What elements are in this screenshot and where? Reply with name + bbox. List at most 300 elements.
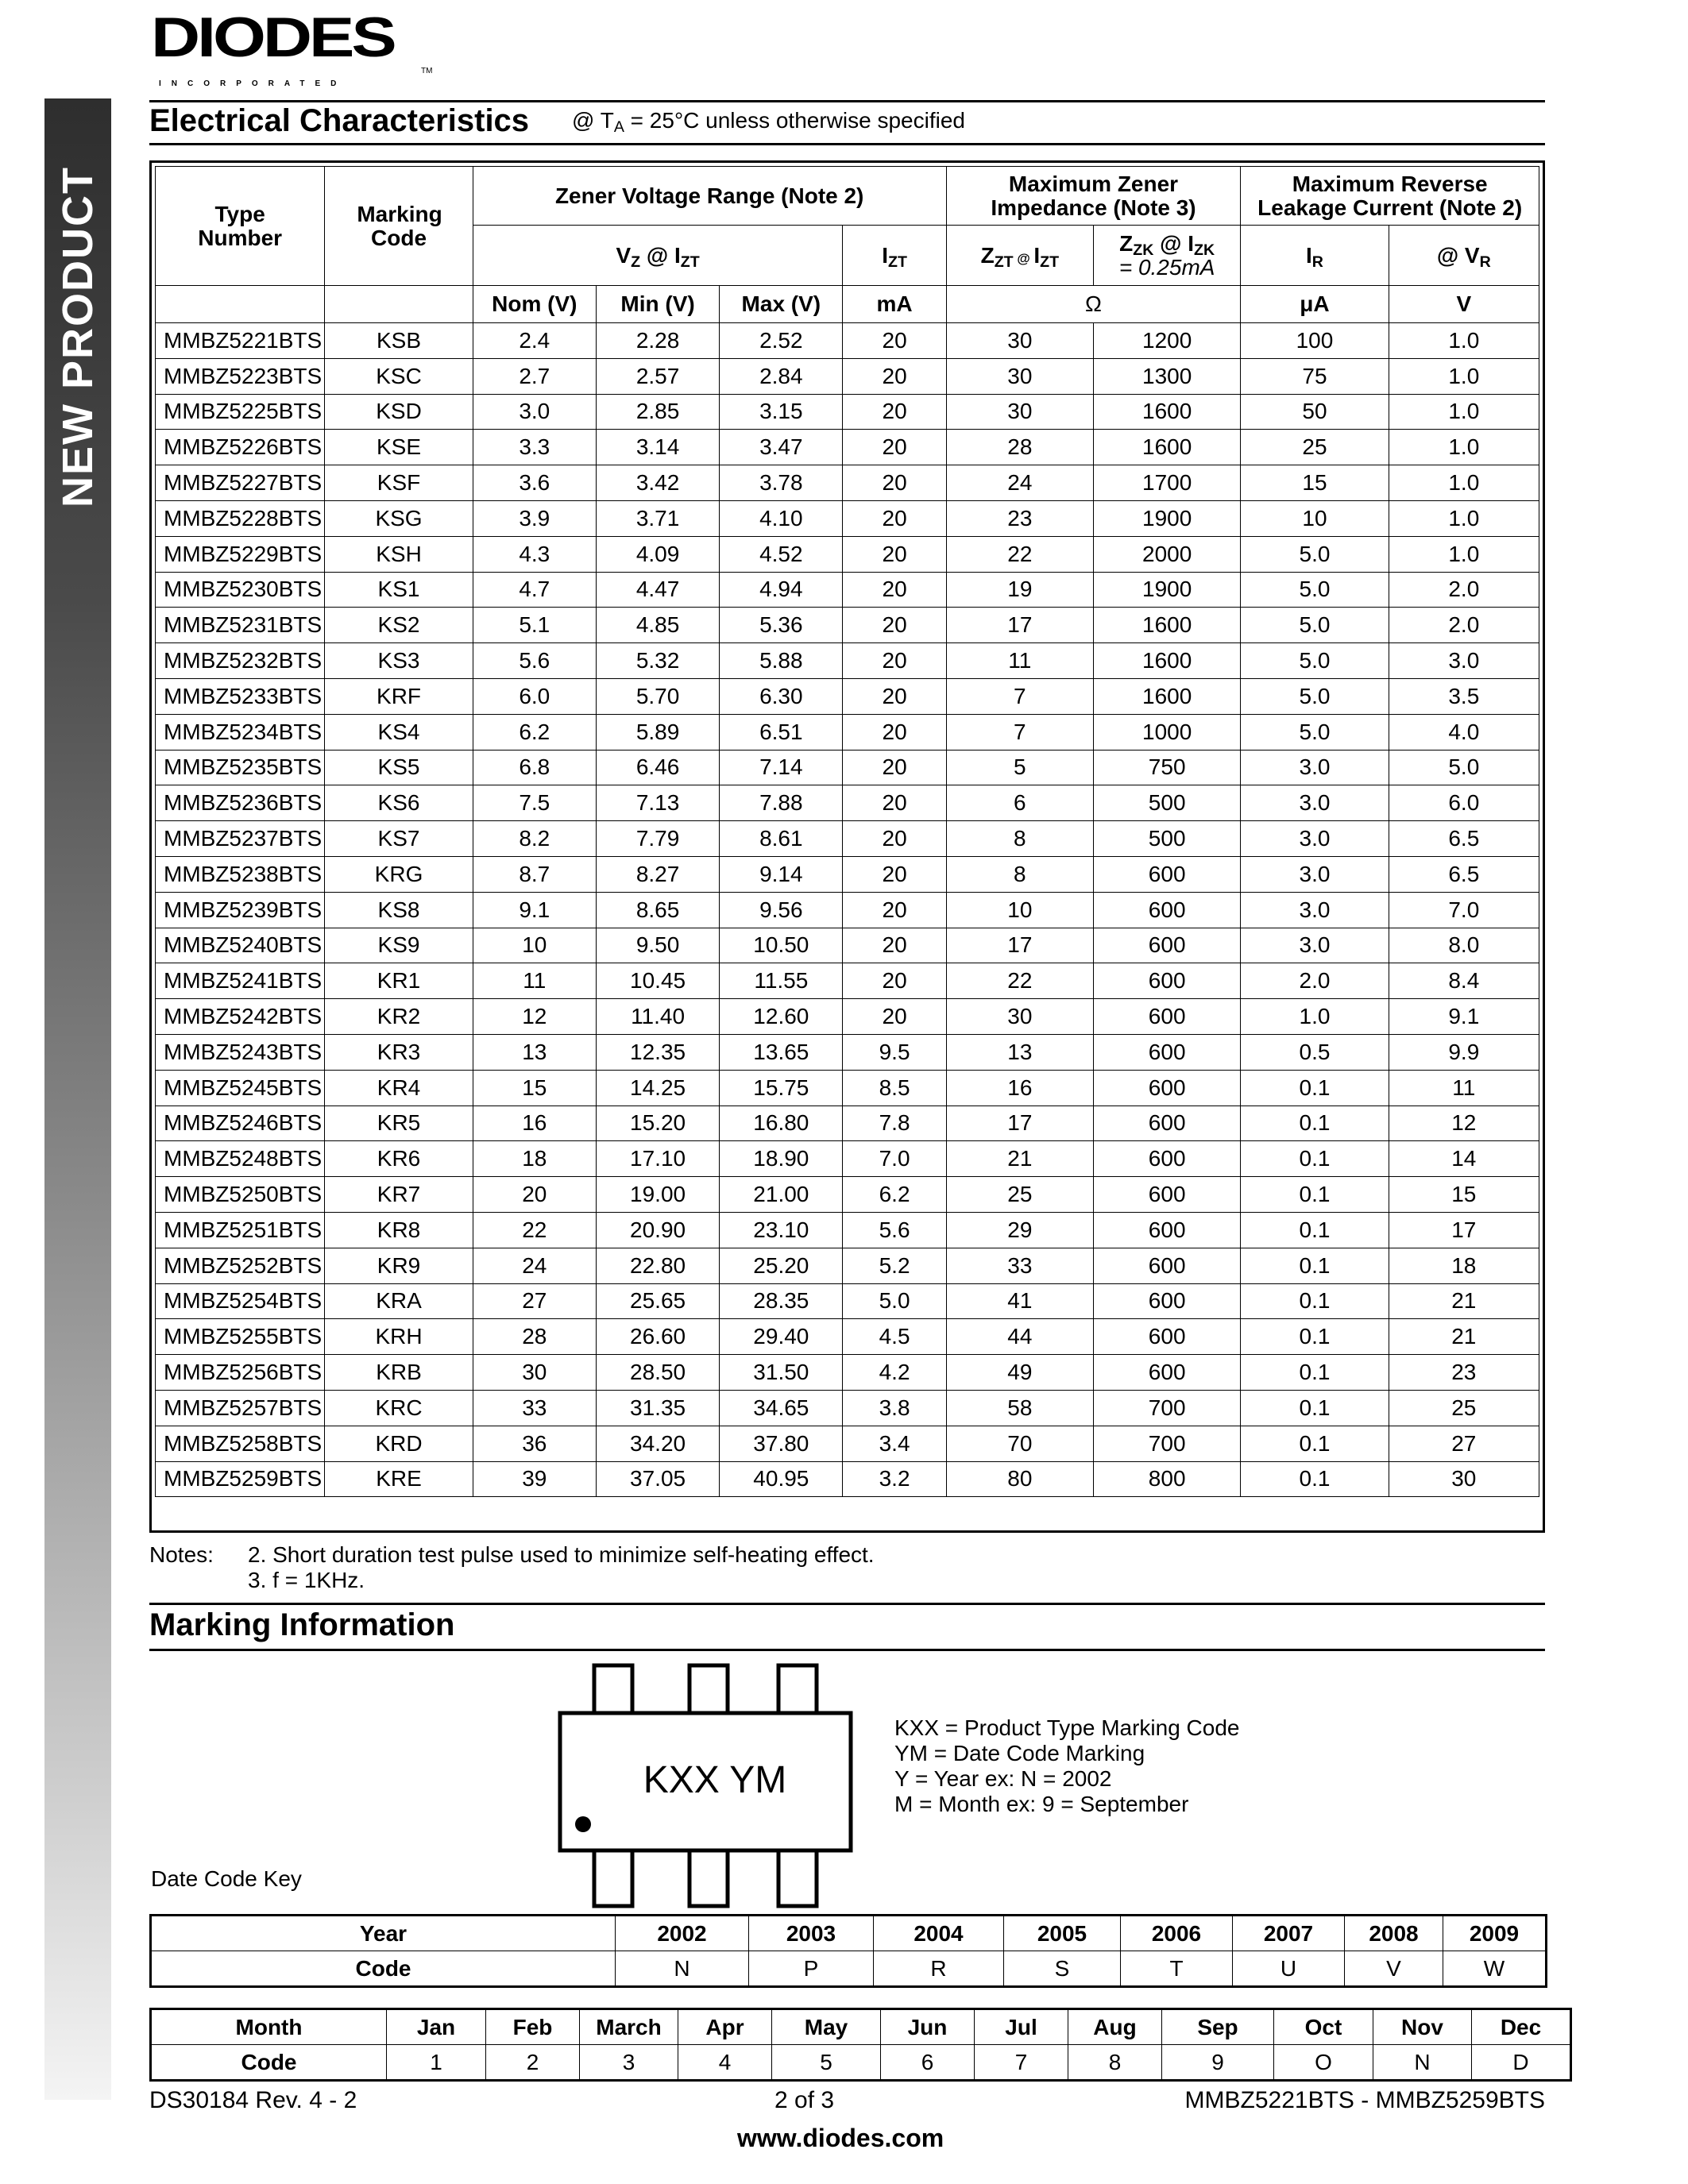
year-cell: 2006 <box>1121 1916 1233 1951</box>
cell-type-number: MMBZ5245BTS <box>156 1070 325 1106</box>
cell-vz-nom: 39 <box>473 1461 596 1497</box>
cell-vr: 14 <box>1389 1141 1539 1177</box>
cell-vz-min: 15.20 <box>596 1106 719 1141</box>
cell-vz-min: 4.09 <box>596 536 719 572</box>
year-cell: 2009 <box>1443 1916 1547 1951</box>
cell-vz-max: 6.51 <box>720 714 843 750</box>
cell-marking-code: KS4 <box>325 714 473 750</box>
electrical-rule <box>149 143 1545 145</box>
cell-zzk: 600 <box>1094 1212 1241 1248</box>
table-row <box>156 1034 1539 1070</box>
cell-izt: 20 <box>843 963 946 999</box>
cell-ir: 0.1 <box>1241 1248 1389 1283</box>
cell-vz-nom: 36 <box>473 1426 596 1461</box>
cell-vz-min: 3.42 <box>596 465 719 501</box>
table-row <box>156 785 1539 821</box>
cell-izt: 20 <box>843 608 946 643</box>
cell-zzt: 17 <box>946 928 1093 963</box>
cell-vz-min: 12.35 <box>596 1034 719 1070</box>
cell-vz-min: 4.85 <box>596 608 719 643</box>
cell-marking-code: KS5 <box>325 750 473 785</box>
cell-vr: 21 <box>1389 1283 1539 1319</box>
notes-label: Notes: <box>149 1542 214 1567</box>
cell-zzk: 1300 <box>1094 358 1241 394</box>
table-row <box>156 465 1539 501</box>
cell-zzk: 1600 <box>1094 608 1241 643</box>
cell-ir: 10 <box>1241 500 1389 536</box>
cell-vz-max: 25.20 <box>720 1248 843 1283</box>
year-code-cell: T <box>1121 1951 1233 1987</box>
cell-zzk: 600 <box>1094 1106 1241 1141</box>
cell-marking-code: KS6 <box>325 785 473 821</box>
electrical-table-body <box>156 323 1539 1497</box>
month-code-cell: 4 <box>678 2045 772 2081</box>
month-cell: Jun <box>881 2009 975 2045</box>
header-zener-range: Zener Voltage Range (Note 2) <box>473 167 946 226</box>
table-row <box>156 714 1539 750</box>
year-cell: 2002 <box>616 1916 749 1951</box>
cell-vr: 1.0 <box>1389 323 1539 359</box>
year-code-cell: S <box>1004 1951 1121 1987</box>
cell-vz-nom: 10 <box>473 928 596 963</box>
cell-marking-code: KRB <box>325 1355 473 1391</box>
cell-zzt: 33 <box>946 1248 1093 1283</box>
footer-doc-number: DS30184 Rev. 4 - 2 <box>149 2087 357 2113</box>
cell-izt: 4.2 <box>843 1355 946 1391</box>
cell-ir: 25 <box>1241 430 1389 465</box>
cell-vz-nom: 30 <box>473 1355 596 1391</box>
cell-vz-nom: 8.2 <box>473 821 596 857</box>
cell-zzk: 600 <box>1094 999 1241 1035</box>
cell-vz-max: 12.60 <box>720 999 843 1035</box>
cell-ir: 5.0 <box>1241 714 1389 750</box>
month-code-cell: N <box>1373 2045 1472 2081</box>
top-rule <box>149 100 1545 102</box>
cell-vz-min: 2.28 <box>596 323 719 359</box>
cell-vz-max: 3.78 <box>720 465 843 501</box>
side-band-label: NEW PRODUCT <box>54 166 102 507</box>
cell-ir: 0.5 <box>1241 1034 1389 1070</box>
cell-zzt: 70 <box>946 1426 1093 1461</box>
cell-zzt: 10 <box>946 892 1093 928</box>
cell-vz-nom: 3.9 <box>473 500 596 536</box>
cell-vz-max: 23.10 <box>720 1212 843 1248</box>
cell-vr: 7.0 <box>1389 892 1539 928</box>
cell-izt: 20 <box>843 856 946 892</box>
cell-izt: 20 <box>843 358 946 394</box>
cell-type-number: MMBZ5256BTS <box>156 1355 325 1391</box>
cell-marking-code: KRG <box>325 856 473 892</box>
cell-zzk: 1600 <box>1094 394 1241 430</box>
cell-marking-code: KR2 <box>325 999 473 1035</box>
year-code-cell: V <box>1345 1951 1443 1987</box>
table-row <box>156 1283 1539 1319</box>
cell-vz-nom: 18 <box>473 1141 596 1177</box>
year-code-label: Code <box>151 1951 616 1987</box>
cell-vr: 2.0 <box>1389 572 1539 608</box>
cell-marking-code: KRH <box>325 1319 473 1355</box>
cell-vz-nom: 7.5 <box>473 785 596 821</box>
cell-marking-code: KSF <box>325 465 473 501</box>
table-row <box>156 1106 1539 1141</box>
cell-marking-code: KS2 <box>325 608 473 643</box>
cell-ir: 0.1 <box>1241 1355 1389 1391</box>
cell-vz-min: 8.65 <box>596 892 719 928</box>
table-row <box>156 1177 1539 1213</box>
cell-izt: 8.5 <box>843 1070 946 1106</box>
cell-izt: 20 <box>843 892 946 928</box>
cell-ir: 50 <box>1241 394 1389 430</box>
cell-vz-min: 20.90 <box>596 1212 719 1248</box>
company-logo <box>151 6 437 89</box>
cell-ir: 3.0 <box>1241 928 1389 963</box>
header-type-number: Type Number <box>156 167 325 286</box>
cell-zzt: 16 <box>946 1070 1093 1106</box>
cell-marking-code: KR9 <box>325 1248 473 1283</box>
cell-izt: 3.4 <box>843 1426 946 1461</box>
cell-marking-code: KR7 <box>325 1177 473 1213</box>
cell-vz-nom: 4.7 <box>473 572 596 608</box>
cell-izt: 9.5 <box>843 1034 946 1070</box>
cell-vr: 18 <box>1389 1248 1539 1283</box>
cell-izt: 4.5 <box>843 1319 946 1355</box>
header-marking-blank <box>325 286 473 323</box>
cell-vz-min: 5.32 <box>596 643 719 679</box>
cell-type-number: MMBZ5230BTS <box>156 572 325 608</box>
cell-vr: 9.9 <box>1389 1034 1539 1070</box>
cell-marking-code: KRD <box>325 1426 473 1461</box>
cell-zzt: 30 <box>946 323 1093 359</box>
cell-zzt: 30 <box>946 358 1093 394</box>
cell-type-number: MMBZ5235BTS <box>156 750 325 785</box>
notes <box>149 1542 944 1598</box>
cell-vz-nom: 3.0 <box>473 394 596 430</box>
cell-vz-max: 16.80 <box>720 1106 843 1141</box>
cell-vz-min: 6.46 <box>596 750 719 785</box>
month-row-label: Month <box>151 2009 387 2045</box>
cell-marking-code: KSH <box>325 536 473 572</box>
cell-vz-max: 31.50 <box>720 1355 843 1391</box>
cell-type-number: MMBZ5252BTS <box>156 1248 325 1283</box>
footer-website-link[interactable]: www.diodes.com <box>737 2124 944 2152</box>
cell-ir: 0.1 <box>1241 1106 1389 1141</box>
cell-zzt: 44 <box>946 1319 1093 1355</box>
electrical-table <box>155 166 1539 1497</box>
month-cell: Nov <box>1373 2009 1472 2045</box>
legend-line: Y = Year ex: N = 2002 <box>894 1766 1112 1791</box>
cell-vz-nom: 33 <box>473 1390 596 1426</box>
cell-ir: 0.1 <box>1241 1390 1389 1426</box>
cell-type-number: MMBZ5238BTS <box>156 856 325 892</box>
cell-vz-min: 17.10 <box>596 1141 719 1177</box>
cell-zzk: 750 <box>1094 750 1241 785</box>
cell-zzt: 21 <box>946 1141 1093 1177</box>
cell-type-number: MMBZ5254BTS <box>156 1283 325 1319</box>
cell-zzk: 1600 <box>1094 430 1241 465</box>
header-zzk: $Z_{ZK}$ @ $I_{ZK}$ = 0.25mA <box>1094 226 1241 286</box>
cell-ir: 0.1 <box>1241 1141 1389 1177</box>
cell-marking-code: KRC <box>325 1390 473 1426</box>
month-code-label: Code <box>151 2045 387 2081</box>
cell-ir: 5.0 <box>1241 608 1389 643</box>
cell-izt: 3.8 <box>843 1390 946 1426</box>
cell-ir: 100 <box>1241 323 1389 359</box>
cell-marking-code: KS3 <box>325 643 473 679</box>
cell-vz-max: 34.65 <box>720 1390 843 1426</box>
cell-zzk: 700 <box>1094 1426 1241 1461</box>
cell-type-number: MMBZ5257BTS <box>156 1390 325 1426</box>
cell-vz-min: 3.71 <box>596 500 719 536</box>
cell-ir: 3.0 <box>1241 892 1389 928</box>
header-vr: @ $V_R$ <box>1389 226 1539 286</box>
cell-type-number: MMBZ5251BTS <box>156 1212 325 1248</box>
cell-type-number: MMBZ5228BTS <box>156 500 325 536</box>
cell-vz-nom: 5.1 <box>473 608 596 643</box>
cell-ir: 0.1 <box>1241 1426 1389 1461</box>
table-row <box>156 928 1539 963</box>
cell-vz-nom: 2.7 <box>473 358 596 394</box>
cell-vz-max: 3.15 <box>720 394 843 430</box>
cell-vr: 12 <box>1389 1106 1539 1141</box>
header-izt: $I_{ZT}$ <box>843 226 946 286</box>
cell-ir: 3.0 <box>1241 750 1389 785</box>
legend-line: M = Month ex: 9 = September <box>894 1792 1189 1816</box>
cell-vz-min: 22.80 <box>596 1248 719 1283</box>
cell-vz-max: 37.80 <box>720 1426 843 1461</box>
cell-ir: 0.1 <box>1241 1070 1389 1106</box>
cell-vz-nom: 28 <box>473 1319 596 1355</box>
cell-zzk: 1900 <box>1094 572 1241 608</box>
cell-marking-code: KR6 <box>325 1141 473 1177</box>
table-row <box>156 643 1539 679</box>
year-cell: 2004 <box>874 1916 1004 1951</box>
cell-ir: 5.0 <box>1241 536 1389 572</box>
cell-marking-code: KS1 <box>325 572 473 608</box>
cell-zzt: 19 <box>946 572 1093 608</box>
cell-zzk: 500 <box>1094 821 1241 857</box>
cell-vz-max: 9.56 <box>720 892 843 928</box>
cell-zzt: 22 <box>946 963 1093 999</box>
cell-zzk: 1600 <box>1094 678 1241 714</box>
month-code-cell: 3 <box>580 2045 678 2081</box>
header-ir: $I_R$ <box>1241 226 1389 286</box>
cell-marking-code: KRE <box>325 1461 473 1497</box>
cell-vr: 25 <box>1389 1390 1539 1426</box>
marking-title: Marking Information <box>149 1607 455 1642</box>
year-code-cell: P <box>749 1951 874 1987</box>
cell-vz-max: 9.14 <box>720 856 843 892</box>
cell-zzt: 49 <box>946 1355 1093 1391</box>
cell-vz-nom: 2.4 <box>473 323 596 359</box>
table-row <box>156 1319 1539 1355</box>
month-code-cell: 2 <box>486 2045 580 2081</box>
cell-zzt: 80 <box>946 1461 1093 1497</box>
cell-izt: 20 <box>843 714 946 750</box>
cell-vz-max: 5.88 <box>720 643 843 679</box>
cell-vr: 3.0 <box>1389 643 1539 679</box>
table-row <box>156 999 1539 1035</box>
cell-vz-nom: 9.1 <box>473 892 596 928</box>
cell-vz-max: 29.40 <box>720 1319 843 1355</box>
month-code-cell: O <box>1274 2045 1373 2081</box>
cell-vr: 8.4 <box>1389 963 1539 999</box>
cell-marking-code: KRA <box>325 1283 473 1319</box>
cell-vr: 1.0 <box>1389 430 1539 465</box>
cell-izt: 7.0 <box>843 1141 946 1177</box>
cell-marking-code: KSD <box>325 394 473 430</box>
table-row <box>156 500 1539 536</box>
table-row <box>156 892 1539 928</box>
table-row <box>156 1070 1539 1106</box>
cell-type-number: MMBZ5246BTS <box>156 1106 325 1141</box>
cell-ir: 3.0 <box>1241 785 1389 821</box>
table-row <box>156 963 1539 999</box>
cell-vr: 21 <box>1389 1319 1539 1355</box>
cell-type-number: MMBZ5231BTS <box>156 608 325 643</box>
month-cell: Sep <box>1162 2009 1274 2045</box>
logo-trademark: TM <box>421 67 433 75</box>
cell-izt: 20 <box>843 394 946 430</box>
cell-zzt: 8 <box>946 856 1093 892</box>
cell-ir: 5.0 <box>1241 678 1389 714</box>
header-marking-code: Marking Code <box>325 167 473 286</box>
cell-ir: 0.1 <box>1241 1212 1389 1248</box>
cell-vz-nom: 11 <box>473 963 596 999</box>
table-row <box>156 394 1539 430</box>
logo-subtitle: INCORPORATED <box>159 79 347 88</box>
cell-marking-code: KR4 <box>325 1070 473 1106</box>
month-code-cell: 8 <box>1068 2045 1162 2081</box>
package-drawing <box>556 1661 874 1912</box>
month-code-cell: 1 <box>387 2045 486 2081</box>
table-row <box>156 572 1539 608</box>
table-row <box>156 821 1539 857</box>
cell-vr: 1.0 <box>1389 465 1539 501</box>
cell-marking-code: KR8 <box>325 1212 473 1248</box>
cell-vz-max: 40.95 <box>720 1461 843 1497</box>
year-cell: 2007 <box>1233 1916 1345 1951</box>
table-row <box>156 1141 1539 1177</box>
cell-type-number: MMBZ5226BTS <box>156 430 325 465</box>
cell-vr: 5.0 <box>1389 750 1539 785</box>
cell-vz-max: 4.10 <box>720 500 843 536</box>
table-row <box>156 608 1539 643</box>
cell-zzk: 600 <box>1094 1177 1241 1213</box>
cell-ir: 5.0 <box>1241 643 1389 679</box>
footer-part-range: MMBZ5221BTS - MMBZ5259BTS <box>1184 2087 1545 2113</box>
cell-vz-min: 2.57 <box>596 358 719 394</box>
header-zzt: $Z_{ZT}$ @ $I_{ZT}$ <box>946 226 1093 286</box>
cell-vz-max: 2.84 <box>720 358 843 394</box>
cell-zzt: 17 <box>946 1106 1093 1141</box>
cell-type-number: MMBZ5234BTS <box>156 714 325 750</box>
month-cell: March <box>580 2009 678 2045</box>
cell-zzt: 5 <box>946 750 1093 785</box>
cell-vr: 1.0 <box>1389 500 1539 536</box>
cell-zzt: 30 <box>946 394 1093 430</box>
month-code-cell: 5 <box>772 2045 881 2081</box>
electrical-condition: @ $T_A = 25^\circ C$ unless otherwise specified <box>572 108 965 136</box>
cell-izt: 6.2 <box>843 1177 946 1213</box>
cell-zzk: 600 <box>1094 1248 1241 1283</box>
cell-ir: 0.1 <box>1241 1319 1389 1355</box>
cell-marking-code: KS7 <box>325 821 473 857</box>
table-row <box>156 536 1539 572</box>
unit-ohm: Ω <box>946 286 1241 323</box>
cell-type-number: MMBZ5233BTS <box>156 678 325 714</box>
month-cell: May <box>772 2009 881 2045</box>
cell-izt: 20 <box>843 678 946 714</box>
cell-type-number: MMBZ5229BTS <box>156 536 325 572</box>
cell-vz-min: 19.00 <box>596 1177 719 1213</box>
month-cell: Jan <box>387 2009 486 2045</box>
cell-izt: 20 <box>843 643 946 679</box>
cell-zzt: 8 <box>946 821 1093 857</box>
cell-vz-min: 25.65 <box>596 1283 719 1319</box>
cell-vz-nom: 6.0 <box>473 678 596 714</box>
cell-zzk: 600 <box>1094 1034 1241 1070</box>
cell-zzk: 600 <box>1094 1070 1241 1106</box>
year-code-cell: W <box>1443 1951 1547 1987</box>
cell-zzk: 1600 <box>1094 643 1241 679</box>
cell-vz-max: 18.90 <box>720 1141 843 1177</box>
cell-vr: 23 <box>1389 1355 1539 1391</box>
cell-zzk: 1900 <box>1094 500 1241 536</box>
cell-vz-max: 10.50 <box>720 928 843 963</box>
cell-vr: 1.0 <box>1389 358 1539 394</box>
legend-line: KXX = Product Type Marking Code <box>894 1715 1240 1740</box>
cell-vz-min: 14.25 <box>596 1070 719 1106</box>
cell-marking-code: KR1 <box>325 963 473 999</box>
cell-izt: 7.8 <box>843 1106 946 1141</box>
cell-vz-min: 11.40 <box>596 999 719 1035</box>
cell-izt: 20 <box>843 785 946 821</box>
cell-vz-nom: 15 <box>473 1070 596 1106</box>
cell-zzt: 6 <box>946 785 1093 821</box>
cell-vz-max: 7.88 <box>720 785 843 821</box>
cell-zzk: 500 <box>1094 785 1241 821</box>
cell-ir: 0.1 <box>1241 1461 1389 1497</box>
cell-vz-min: 2.85 <box>596 394 719 430</box>
cell-vz-min: 28.50 <box>596 1355 719 1391</box>
year-code-cell: R <box>874 1951 1004 1987</box>
cell-zzt: 41 <box>946 1283 1093 1319</box>
cell-vz-max: 28.35 <box>720 1283 843 1319</box>
cell-vz-min: 9.50 <box>596 928 719 963</box>
cell-vr: 17 <box>1389 1212 1539 1248</box>
cell-vr: 2.0 <box>1389 608 1539 643</box>
cell-zzt: 58 <box>946 1390 1093 1426</box>
cell-vr: 6.0 <box>1389 785 1539 821</box>
cell-type-number: MMBZ5248BTS <box>156 1141 325 1177</box>
cell-type-number: MMBZ5236BTS <box>156 785 325 821</box>
cell-vr: 11 <box>1389 1070 1539 1106</box>
cell-marking-code: KS9 <box>325 928 473 963</box>
cell-marking-code: KSC <box>325 358 473 394</box>
cell-type-number: MMBZ5237BTS <box>156 821 325 857</box>
cell-zzk: 800 <box>1094 1461 1241 1497</box>
cell-izt: 5.0 <box>843 1283 946 1319</box>
package-marking-text: KXX YM <box>643 1759 787 1801</box>
unit-v: V <box>1389 286 1539 323</box>
cell-type-number: MMBZ5239BTS <box>156 892 325 928</box>
cell-vz-min: 10.45 <box>596 963 719 999</box>
cell-zzk: 2000 <box>1094 536 1241 572</box>
cell-marking-code: KR5 <box>325 1106 473 1141</box>
table-row <box>156 358 1539 394</box>
year-row-label: Year <box>151 1916 616 1951</box>
month-cell: Oct <box>1274 2009 1373 2045</box>
